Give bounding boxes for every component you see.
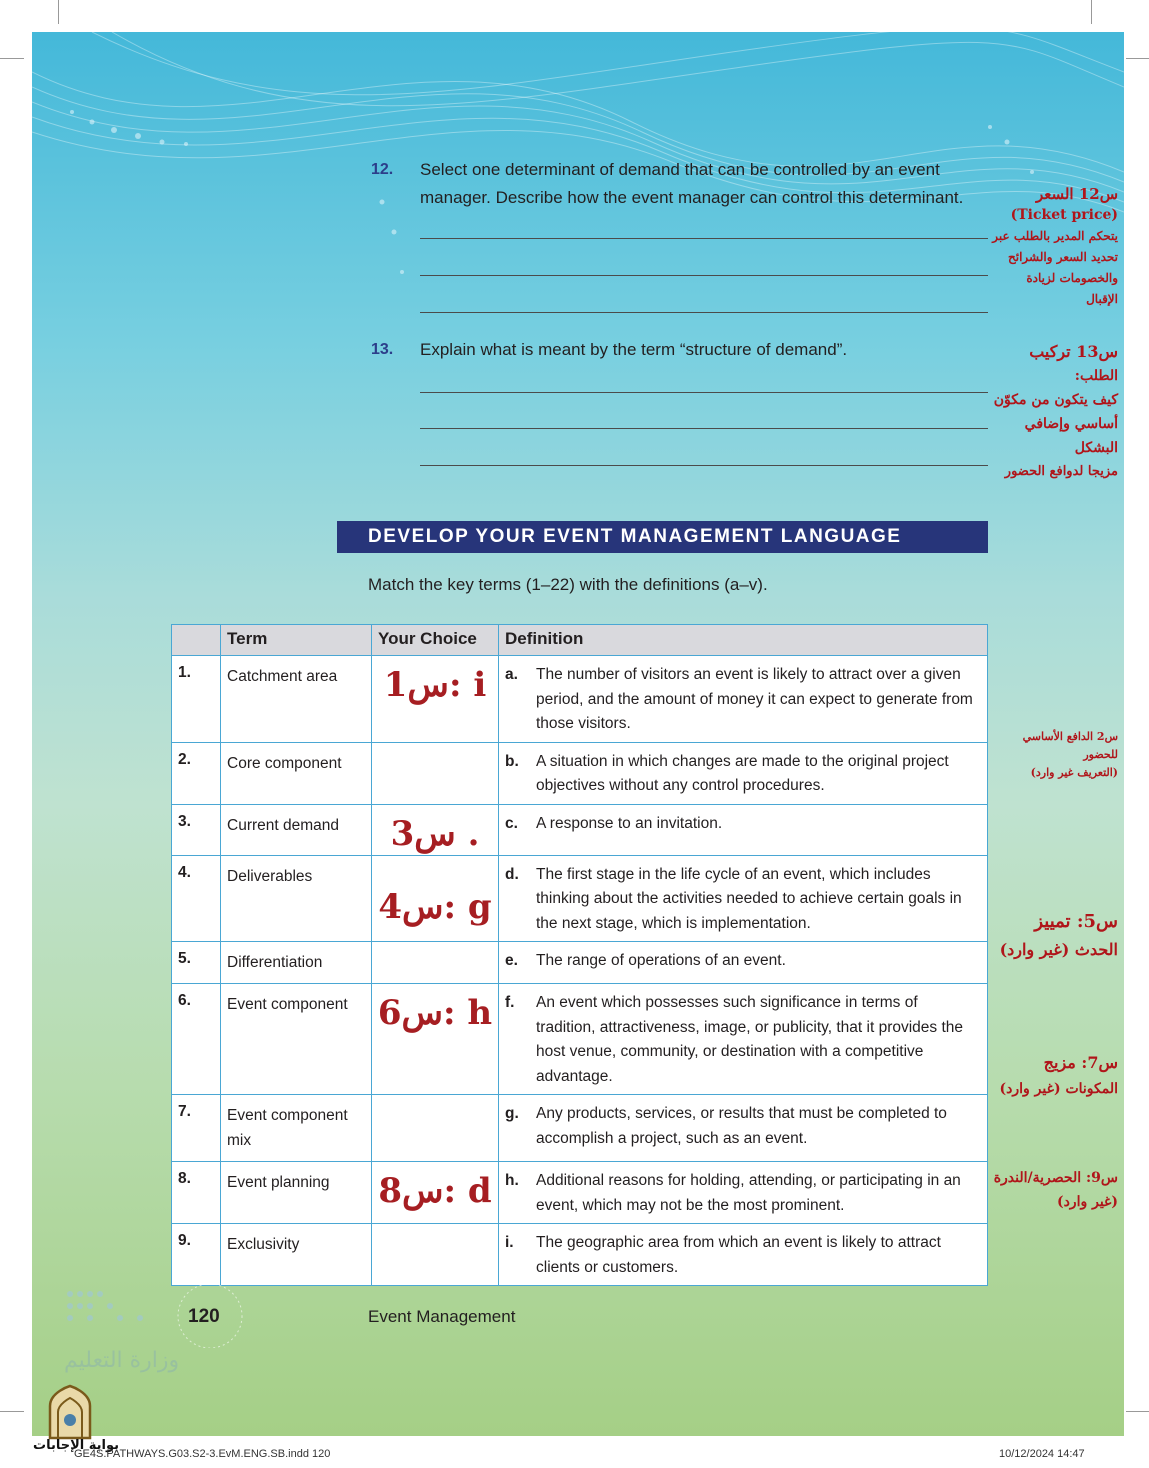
crop-mark xyxy=(1091,0,1092,24)
table-row xyxy=(172,742,988,804)
term-number: 7. xyxy=(172,1095,221,1162)
definition-letter: e. xyxy=(505,952,518,969)
table-row xyxy=(172,942,988,984)
your-choice-cell[interactable] xyxy=(372,804,499,855)
definition-cell xyxy=(499,804,988,855)
term-cell: Catchment area xyxy=(221,656,372,743)
definition-text: The number of visitors an event is likely to attract over a given period, and the amount of money it can expect to generate from those visitors. xyxy=(536,666,973,732)
note-line: للحضور xyxy=(1083,748,1118,761)
table-row xyxy=(172,656,988,743)
table-header-row xyxy=(172,625,988,656)
definition-cell xyxy=(499,942,988,984)
note-line: س2 الدافع الأساسي xyxy=(1022,730,1118,743)
handwritten-note-row5 xyxy=(978,908,1118,964)
definition-letter: a. xyxy=(505,666,518,683)
note-line: يتحكم المدير بالطلب عبر xyxy=(992,229,1118,243)
term-number: 2. xyxy=(172,742,221,804)
handwritten-answer: س8: d xyxy=(378,1171,492,1211)
your-choice-cell[interactable] xyxy=(372,942,499,984)
term-number: 4. xyxy=(172,855,221,942)
term-number: 9. xyxy=(172,1224,221,1286)
mosque-logo-icon xyxy=(46,1384,94,1440)
definition-text: A situation in which changes are made to the original project objectives without any control procedures. xyxy=(536,752,949,794)
definition-cell xyxy=(499,656,988,743)
definition-cell xyxy=(499,1224,988,1286)
term-cell: Differentiation xyxy=(221,942,372,984)
site-watermark-label: بوابة الإجابات xyxy=(33,1438,119,1453)
term-cell: Deliverables xyxy=(221,855,372,942)
definition-cell xyxy=(499,984,988,1095)
handwritten-note-q13 xyxy=(980,340,1118,484)
definition-text: The geographic area from which an event is likely to attract clients or customers. xyxy=(536,1234,941,1276)
definition-cell xyxy=(499,1162,988,1224)
handwritten-answer: س1: i xyxy=(383,665,487,705)
definition-letter: h. xyxy=(505,1172,519,1189)
column-header: Term xyxy=(221,625,372,656)
your-choice-cell[interactable] xyxy=(372,984,499,1095)
definition-letter: i. xyxy=(505,1234,514,1251)
definition-text: Any products, services, or results that must be completed to accomplish a project, such as an event. xyxy=(536,1105,947,1147)
handwritten-answer: س4: g xyxy=(378,886,492,927)
note-line: أساسي وإضافي xyxy=(1024,416,1118,432)
term-cell: Event planning xyxy=(221,1162,372,1224)
crop-mark xyxy=(1126,58,1149,59)
answer-line xyxy=(420,312,988,313)
crop-mark xyxy=(58,0,59,24)
your-choice-cell[interactable] xyxy=(372,1162,499,1224)
column-header: Your Choice xyxy=(372,625,499,656)
term-cell: Exclusivity xyxy=(221,1224,372,1286)
date-slug: 10/12/2024 14:47 xyxy=(999,1448,1085,1460)
definition-text: Additional reasons for holding, attending, or participating in an event, which may not be the most prominent. xyxy=(536,1172,961,1214)
ministry-watermark: وزارة التعليم xyxy=(64,1348,180,1373)
handwritten-answer: س6: h xyxy=(377,993,493,1033)
terms-table xyxy=(171,624,988,1286)
note-line: (غير وارد) xyxy=(1056,1194,1118,1210)
handwritten-note-row9 xyxy=(978,1166,1118,1214)
note-line: س5: تمييز xyxy=(1034,911,1118,932)
table-row xyxy=(172,1224,988,1286)
handwritten-note-row2 xyxy=(984,728,1118,782)
definition-text: A response to an invitation. xyxy=(536,814,723,832)
note-line: س12 السعر xyxy=(1035,185,1118,203)
section-banner: DEVELOP YOUR EVENT MANAGEMENT LANGUAGE xyxy=(337,521,988,553)
note-line: الطلب: xyxy=(1074,368,1118,384)
term-number: 5. xyxy=(172,942,221,984)
file-slug: GE4S.PATHWAYS.G03.S2-3.EvM.ENG.SB.indd 120 xyxy=(74,1448,331,1460)
term-cell: Event component mix xyxy=(221,1095,372,1162)
answer-line xyxy=(420,238,988,239)
term-cell: Current demand xyxy=(221,804,372,855)
footer-title: Event Management xyxy=(368,1307,516,1326)
note-line: (التعريف غير وارد) xyxy=(1030,766,1118,779)
question-text: Explain what is meant by the term “structure of demand”. xyxy=(420,340,848,359)
answer-line xyxy=(420,275,988,276)
note-line: تحديد السعر والشرائح xyxy=(1007,250,1118,264)
definition-letter: c. xyxy=(505,814,518,832)
definition-text: The range of operations of an event. xyxy=(536,952,786,969)
crop-mark xyxy=(0,58,24,59)
definition-cell xyxy=(499,1095,988,1162)
textbook-page xyxy=(32,32,1124,1436)
definition-letter: f. xyxy=(505,994,515,1011)
crop-mark xyxy=(1126,1411,1149,1412)
crop-mark xyxy=(0,1411,24,1412)
your-choice-cell[interactable] xyxy=(372,742,499,804)
term-number: 1. xyxy=(172,656,221,743)
table-row xyxy=(172,984,988,1095)
table-row xyxy=(172,1095,988,1162)
handwritten-note-row7 xyxy=(978,1050,1118,1102)
your-choice-cell[interactable] xyxy=(372,656,499,743)
question-text: Select one determinant of demand that can be controlled by an event manager. Describe how the event manager can control this determinant. xyxy=(420,160,964,207)
your-choice-cell[interactable] xyxy=(372,1224,499,1286)
note-line: كيف يتكون من مكوّن xyxy=(993,392,1118,408)
definition-letter: b. xyxy=(505,752,519,770)
question-number: 12. xyxy=(371,161,394,178)
handwritten-answer: س3 . xyxy=(390,813,480,854)
definition-cell xyxy=(499,742,988,804)
footer-dots-logo xyxy=(62,1278,262,1348)
answer-line xyxy=(420,392,988,393)
term-cell: Event component xyxy=(221,984,372,1095)
note-line: والخصومات لزيادة xyxy=(1026,271,1118,285)
definition-text: An event which possesses such significance in terms of tradition, attractiveness, image, or publicity, that it provides the host venue, community, or destination with a competitive advantage. xyxy=(536,994,964,1085)
handwritten-note-q12 xyxy=(980,184,1118,310)
table-row xyxy=(172,1162,988,1224)
column-header xyxy=(172,625,221,656)
note-line: (Ticket price) xyxy=(1010,207,1118,223)
note-line: مزيجا لدوافع الحضور xyxy=(1004,464,1118,479)
note-line: البشكل xyxy=(1074,440,1118,456)
definition-cell xyxy=(499,855,988,942)
note-line: الحدث (غير وارد) xyxy=(999,940,1118,959)
definition-letter: g. xyxy=(505,1105,519,1122)
term-number: 6. xyxy=(172,984,221,1095)
definition-letter: d. xyxy=(505,865,519,883)
note-line: س13 تركيب xyxy=(1029,342,1118,361)
table-row xyxy=(172,855,988,942)
definition-text: The first stage in the life cycle of an event, which includes thinking about the activities needed to achieve certain goals in the next stage, which is implementation. xyxy=(536,865,962,932)
note-line: المكونات (غير وارد) xyxy=(999,1081,1118,1097)
note-line: س7: مزيج xyxy=(1043,1053,1118,1072)
your-choice-cell[interactable] xyxy=(372,1095,499,1162)
answer-line xyxy=(420,465,988,466)
question-13 xyxy=(32,336,1124,476)
question-12 xyxy=(32,156,1124,316)
page-number: 120 xyxy=(188,1306,220,1327)
table-row xyxy=(172,804,988,855)
answer-line xyxy=(420,428,988,429)
term-number: 3. xyxy=(172,804,221,855)
instruction-text: Match the key terms (1–22) with the definitions (a–v). xyxy=(368,575,768,594)
column-header: Definition xyxy=(499,625,988,656)
term-number: 8. xyxy=(172,1162,221,1224)
note-line: س9: الحصرية/الندرة xyxy=(993,1170,1118,1186)
term-cell: Core component xyxy=(221,742,372,804)
note-line: الإقبال xyxy=(1086,292,1118,306)
question-number: 13. xyxy=(371,341,394,358)
your-choice-cell[interactable] xyxy=(372,855,499,942)
